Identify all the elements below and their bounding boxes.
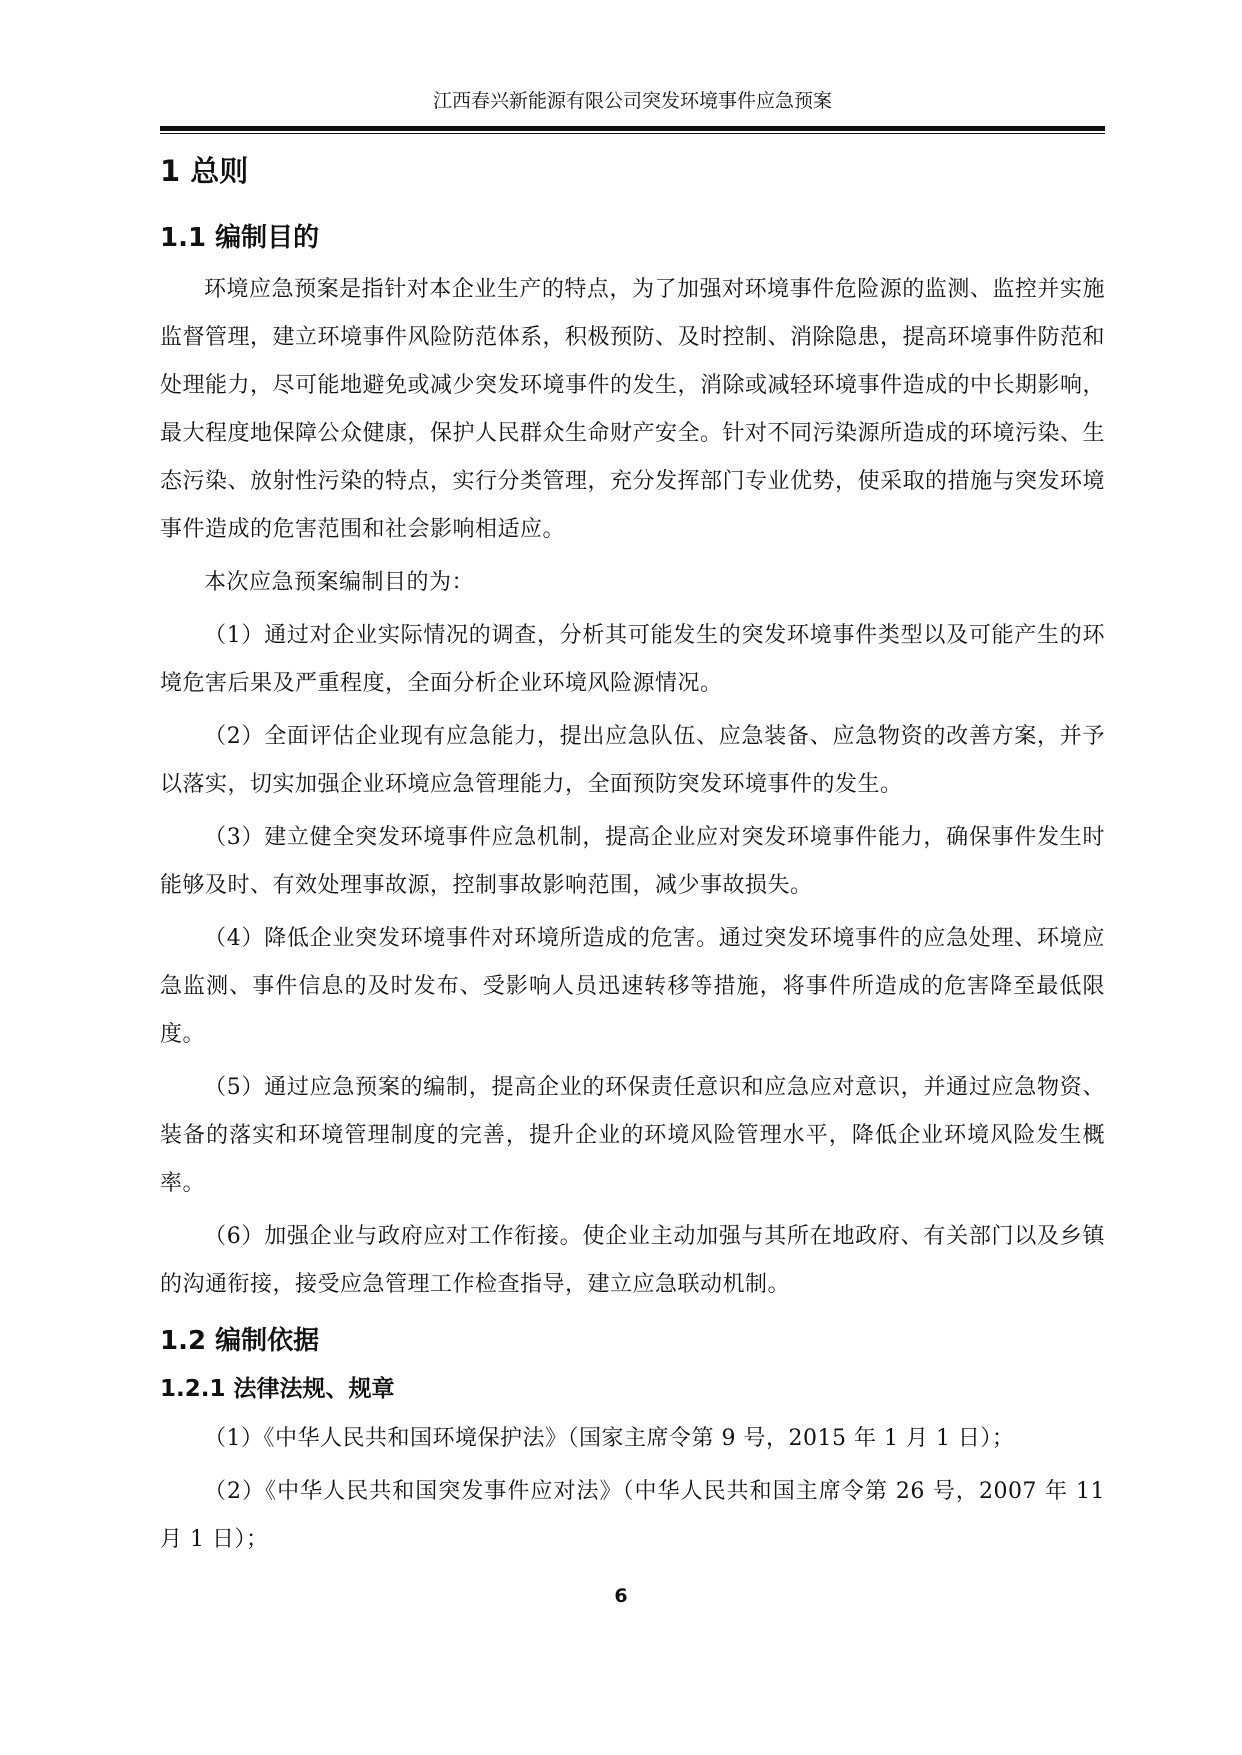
law-item-2: （2）《中华人民共和国突发事件应对法》（中华人民共和国主席令第 26 号，2007 年 11 月 1 日）； [160, 1479, 1105, 1552]
chapter-title: 1 总则 [160, 154, 249, 188]
paragraph: 环境应急预案是指针对本企业生产的特点，为了加强对环境事件危险源的监测、监控并实施监督管理，建立环境事件风险防范体系，积极预防、及时控制、消除隐患，提高环境事件防范和处理能力，尽可能地避免或减少突发环境事件的发生，消除或减轻环境事件造成的中长期影响，最大程度地保障公众健康，保护人民群众生命财产安全。针对不同污染源所造成的环境污染、生态污染、放射性污染的特点，实行分类管理，充分发挥部门专业优势，使采取的措施与突发环境事件造成的危害范围和社会影响相适应。 [160, 277, 1106, 542]
section-title-1-1: 1.1 编制目的 [160, 223, 320, 253]
law-item-1: （1）《中华人民共和国环境保护法》（国家主席令第 9 号，2015 年 1 月 1 日）； [204, 1426, 1015, 1451]
header-rule-thick [160, 126, 1105, 131]
page-number: 6 [614, 1585, 628, 1607]
section-title-1-2: 1.2 编制依据 [160, 1326, 320, 1356]
page-content [160, 148, 1105, 1569]
list-paragraph-2: （2）全面评估企业现有应急能力，提出应急队伍、应急装备、应急物资的改善方案，并予以落实，切实加强企业环境应急管理能力，全面预防突发环境事件的发生。 [160, 724, 1105, 797]
running-header: 江西春兴新能源有限公司突发环境事件应急预案 [432, 90, 832, 112]
list-paragraph-6: （6）加强企业与政府应对工作衔接。使企业主动加强与其所在地政府、有关部门以及乡镇的沟通衔接，接受应急管理工作检查指导，建立应急联动机制。 [160, 1224, 1105, 1297]
paragraph: 本次应急预案编制目的为： [204, 570, 475, 595]
list-paragraph-5: （5）通过应急预案的编制，提高企业的环保责任意识和应急应对意识，并通过应急物资、装备的落实和环境管理制度的完善，提升企业的环境风险管理水平，降低企业环境风险发生概率。 [160, 1075, 1105, 1196]
header-rule-thin [160, 133, 1105, 134]
list-paragraph-4: （4）降低企业突发环境事件对环境所造成的危害。通过突发环境事件的应急处理、环境应急监测、事件信息的及时发布、受影响人员迅速转移等措施，将事件所造成的危害降至最低限度。 [160, 926, 1105, 1047]
subsection-title-1-2-1: 1.2.1 法律法规、规章 [160, 1376, 395, 1402]
list-paragraph-3: （3）建立健全突发环境事件应急机制，提高企业应对突发环境事件能力，确保事件发生时能够及时、有效处理事故源，控制事故影响范围，减少事故损失。 [160, 825, 1105, 898]
list-paragraph-1: （1）通过对企业实际情况的调查，分析其可能发生的突发环境事件类型以及可能产生的环境危害后果及严重程度，全面分析企业环境风险源情况。 [160, 623, 1105, 696]
